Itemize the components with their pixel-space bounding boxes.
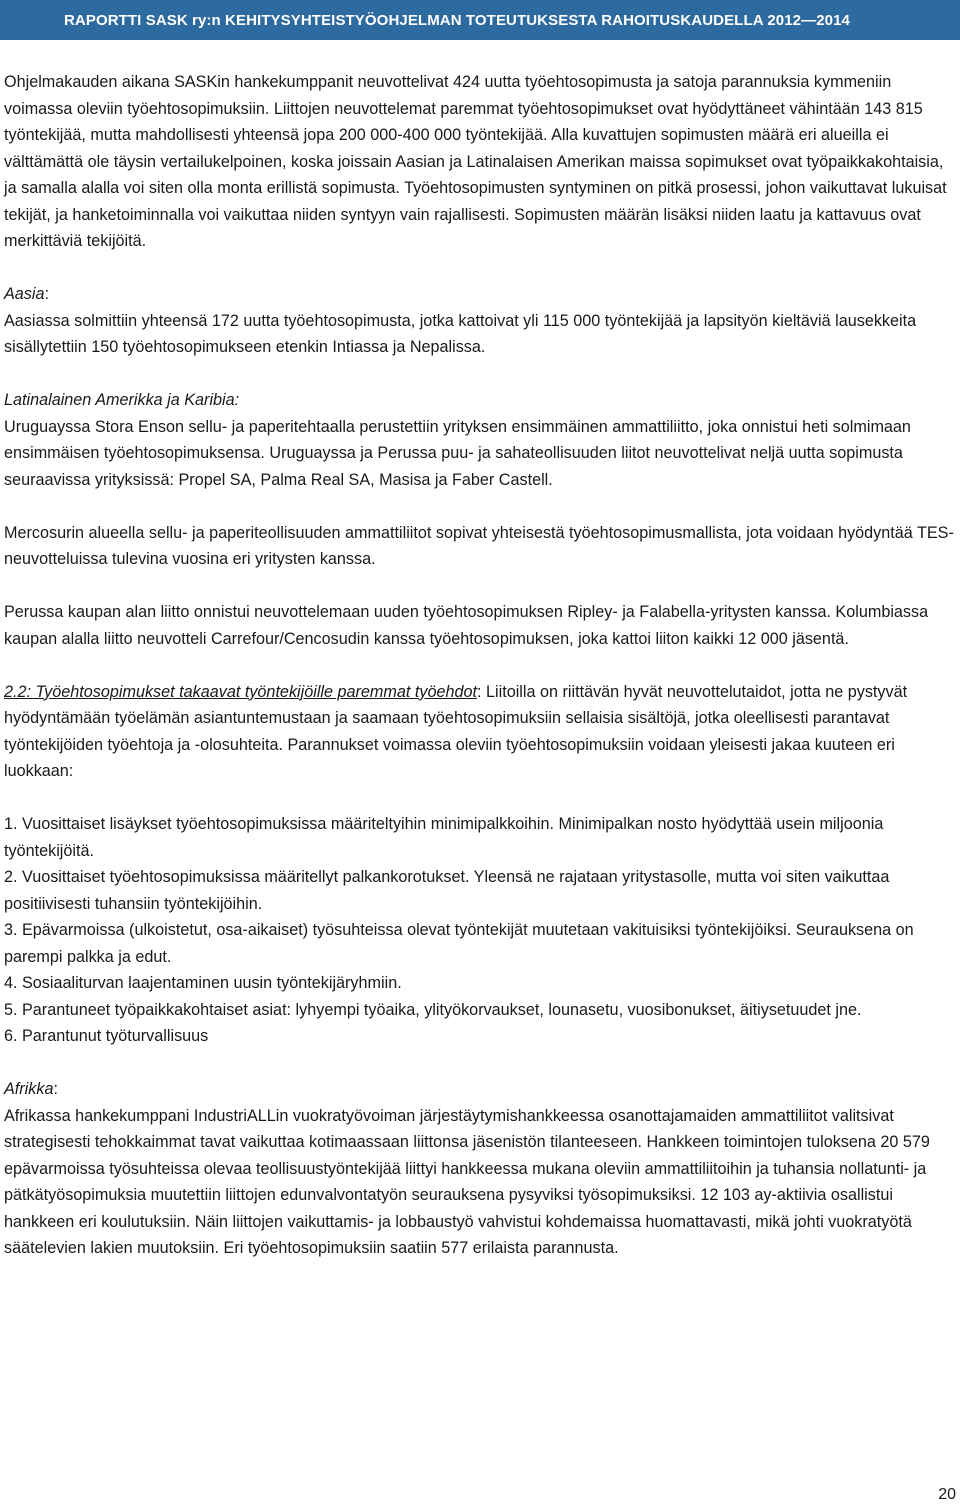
improvement-item-4: 4. Sosiaaliturvan laajentaminen uusin työntekijäryhmiin. [4, 974, 402, 992]
section-2-2: 2.2: Työehtosopimukset takaavat työntekijöille paremmat työehdot: Liitoilla on riittävän hyvät neuvottelutaidot, jotta ne pystyvät hyödyntämään työelämän asiantuntemustaan ja saamaan työehtosopimuksiin sellaisia sisältöjä, jotka oleellisesti parantavat työntekijöiden työehtoja ja -olosuhteita. Parannukset voimassa oleviin työehtosopimuksiin voidaan yleisesti jakaa kuuteen eri luokkaan: [4, 682, 908, 780]
africa-section: Afrikka: [4, 1080, 58, 1098]
asia-paragraph: Aasiassa solmittiin yhteensä 172 uutta työehtosopimusta, jotka kattoivat yli 115 000 työntekijää ja lapsityön kieltäviä lausekkeita sisällytettiin 150 työehtosopimukseen etenkin Intiassa ja Nepalissa. [4, 311, 917, 356]
improvement-item-6: 6. Parantunut työturvallisuus [4, 1027, 209, 1045]
latam-paragraph-2: Mercosurin alueella sellu- ja paperiteollisuuden ammattiliitot sopivat yhteisestä työehtosopimusmallista, jota voidaan hyödyntää TES-neuvotteluissa tulevina vuosina eri yritysten kanssa. [4, 523, 954, 568]
report-header [0, 0, 960, 40]
asia-label: Aasia [4, 285, 45, 303]
improvement-item-5: 5. Parantuneet työpaikkakohtaiset asiat: lyhyempi työaika, ylityökorvaukset, lounasetu, vuosibonukset, äitiysetuudet jne. [4, 1000, 862, 1019]
improvement-item-3: 3. Epävarmoissa (ulkoistetut, osa-aikaiset) työsuhteissa olevat työntekijät muutetaan vakituisiksi työntekijöiksi. Seurauksena on parempi palkka ja edut. [4, 921, 914, 966]
improvement-item-1: 1. Vuosittaiset lisäykset työehtosopimuksissa määriteltyihin minimipalkkoihin. Minimipalkan nosto hyödyttää usein miljoonia työntekijöitä. [4, 815, 884, 860]
asia-section: Aasia: [4, 285, 49, 303]
section-2-2-text: Liitoilla on riittävän hyvät neuvottelutaidot, jotta ne pystyvät hyödyntämään työelämän asiantuntemustaan ja saamaan työehtosopimuksiin sellaisia sisältöjä, jotka oleellisesti parantavat työntekijöiden työehtoja ja -olosuhteita. Parannukset voimassa oleviin työehtosopimuksiin voidaan yleisesti jakaa kuuteen eri luokkaan: [4, 682, 908, 780]
latam-paragraph-3: Perussa kaupan alan liitto onnistui neuvottelemaan uuden työehtosopimuksen Ripley- ja Falabella-yritysten kanssa. Kolumbiassa kaupan alalla liitto neuvotteli Carrefour/Cencosudin kanssa työehtosopimuksen, joka kattoi liiton kaikki 12 000 jäsentä. [4, 603, 929, 648]
report-header-title: RAPORTTI SASK ry:n KEHITYSYHTEISTYÖOHJELMAN TOTEUTUKSESTA RAHOITUSKAUDELLA 2012—2014 [63, 11, 850, 29]
page-number: 20 [938, 1486, 956, 1503]
intro-paragraph: Ohjelmakauden aikana SASKin hankekumppanit neuvottelivat 424 uutta työehtosopimusta ja satoja parannuksia kymmeniin voimassa oleviin työehtosopimuksiin. Liittojen neuvottelemat paremmat työehtosopimukset ovat hyödyttäneet vähintään 143 815 työntekijää, mutta mahdollisesti yhteensä jopa 200 000-400 000 työntekijää. Alla kuvattujen sopimusten määrä eri alueilla ei välttämättä ole täysin vertailukelpoinen, koska joissain Aasian ja Latinalaisen Amerikan maissa sopimukset ovat työpaikkakohtaisia, ja samalla alalla voi siten olla monta erillistä sopimusta. Työehtosopimusten syntyminen on pitkä prosessi, johon vaikuttavat lukuisat tekijät, ja hanketoiminnalla voi vaikuttaa niiden syntyyn vain rajallisesti. Sopimusten määrän lisäksi niiden laatu ja kattavuus ovat merkittäviä tekijöitä. [4, 73, 947, 250]
section-2-2-heading[interactable]: 2.2: Työehtosopimukset takaavat työntekijöille paremmat työehdot [4, 682, 477, 701]
africa-label: Afrikka [4, 1080, 54, 1098]
document-body [4, 69, 956, 1262]
latam-paragraph-1: Uruguayssa Stora Enson sellu- ja paperitehtaalla perustettiin yrityksen ensimmäinen ammattiliitto, joka onnistui heti solmimaan ensimmäisen työehtosopimuksensa. Uruguayssa ja Perussa puu- ja sahateollisuuden liitot neuvottelivat neljä uutta sopimusta seuraavissa yrityksissä: Propel SA, Palma Real SA, Masisa ja Faber Castell. [4, 417, 911, 489]
latam-label: Latinalainen Amerikka ja Karibia: [4, 391, 240, 409]
africa-paragraph: Afrikassa hankekumppani IndustriALLin vuokratyövoiman järjestäytymishankkeessa osanottajamaiden ammattiliitot valitsivat strategisesti tehokkaimmat tavat vaikuttaa kotimaassaan liittonsa jäsenistön tilanteeseen. Hankkeen toimintojen tuloksena 20 579 epävarmoissa työsuhteissa olevaa teollisuustyöntekijää liittyi hankkeessa mukana oleviin ammattiliitoihin ja tuhansia nollatunti- ja pätkätyösopimuksia muutettiin liittojen edunvalvontatyön seurauksena pysyviksi työsopimuksiksi. 12 103 ay-aktiivia osallistui hankkeen eri koulutuksiin. Näin liittojen vaikuttamis- ja lobbaustyö vahvistui kohdemaissa huomattavasti, mikä johti vuokratyötä säätelevien lakien muutoksiin. Eri työehtosopimuksiin saatiin 577 erilaista parannusta. [4, 1106, 930, 1257]
improvement-item-2: 2. Vuosittaiset työehtosopimuksissa määritellyt palkankorotukset. Yleensä ne rajataan yritystasolle, mutta voi siten vaikuttaa positiivisesti tuhansiin työntekijöihin. [4, 868, 890, 913]
